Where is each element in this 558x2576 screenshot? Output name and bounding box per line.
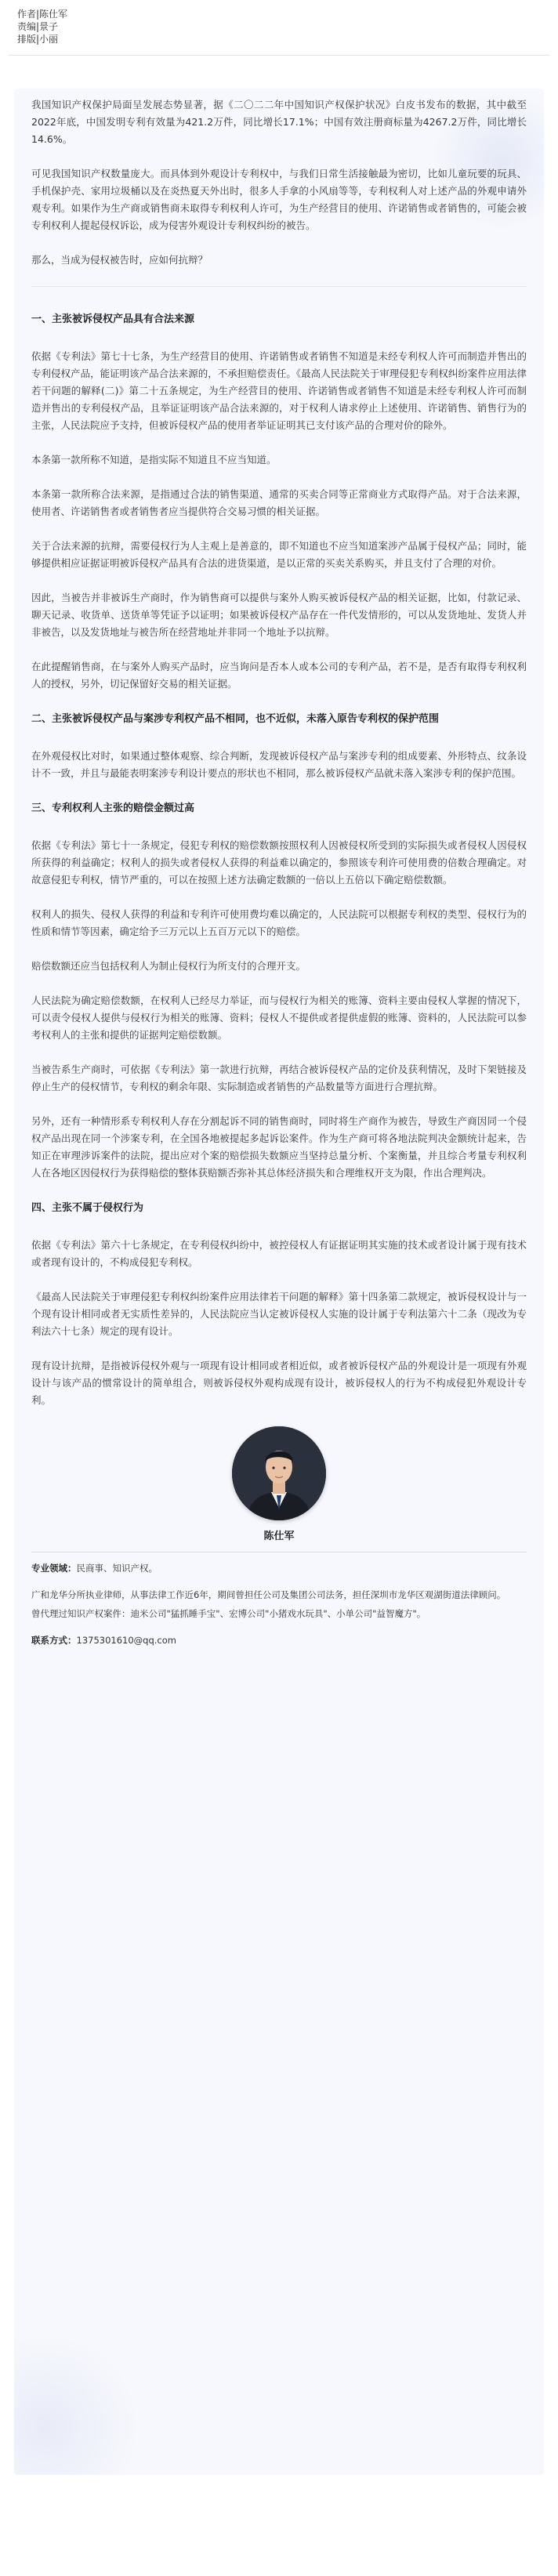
profile-bio: 广和龙华分所执业律师，从事法律工作近6年，期间曾担任公司及集团公司法务，担任深圳市龙华区观湖街道法律顾问。 [31,1589,506,1600]
intro-question: 那么，当成为侵权被告时，应如何抗辩？ [31,254,208,266]
section-paragraph: 当被告系生产商时，可依据《专利法》第一款进行抗辩，再结合被诉侵权产品的定价及获利情况，及时下架链接及停止生产的侵权情节，专利权的剩余年限、实际制造或者销售的产品数量等方面进行合理抗辩。 [31,1063,527,1092]
portrait-icon [232,1426,326,1520]
article-meta [0,0,558,45]
section-heading: 三、专利权利人主张的赔偿金额过高 [31,803,195,814]
section-paragraph: 依据《专利法》第七十七条，为生产经营目的使用、许诺销售或者销售不知道是未经专利权人许可而制造并售出的专利侵权产品，能证明该产品合法来源的，不承担赔偿责任。《最高人民法院关于审理侵犯专利权纠纷案件应用法律若干问题的解释(二)》第二十五条规定，为生产经营目的使用、许诺销售或者销售不知道是未经专利权人许可而制造并售出的专利侵权产品，且举证证明该产品合法来源的，对于权利人请求停止上述使用、许诺销售、销售行为的主张，人民法院应予支持，但被诉侵权产品的使用者举证证明其已支付该产品的合理对价的除外。 [31,350,527,431]
profile-field-value: 民商事、知识产权。 [76,1563,158,1574]
section-paragraph: 赔偿数额还应当包括权利人为制止侵权行为所支付的合理开支。 [31,960,306,972]
profile-bio: 曾代理过知识产权案件：迪米公司"猛抓睡手宝"、宏博公司"小猪戏水玩具"、小单公司"益智魔方"。 [31,1608,426,1619]
section-paragraph: 权利人的损失、侵权人获得的利益和专利许可使用费均难以确定的，人民法院可以根据专利权的类型、侵权行为的性质和情节等因素，确定给予三万元以上五百万元以下的赔偿。 [31,908,527,937]
section-paragraph: 因此，当被告并非被诉生产商时，作为销售商可以提供与案外人购买被诉侵权产品的相关证据，比如，付款记录、聊天记录、收货单、送货单等凭证予以证明；如果被诉侵权产品存在一件代发情形的，可以从发货地址、发货人并非被告，以及发货地址与被告所在经营地址并非同一个地址予以抗辩。 [31,592,527,638]
profile-contact [31,1632,527,1648]
section-paragraph: 本条第一款所称合法来源，是指通过合法的销售渠道、通常的买卖合同等正常商业方式取得产品。对于合法来源，使用者、许诺销售者或者销售者应当提供符合交易习惯的相关证据。 [31,488,527,517]
profile-field-label: 专业领域： [31,1563,77,1574]
meta-layout: 排版|小丽 [17,34,59,45]
profile-contact-label: 联系方式： [31,1635,77,1646]
intro-paragraph: 我国知识产权保护局面呈发展态势显著，据《二〇二二年中国知识产权保护状况》白皮书发布的数据，其中截至2022年底，中国发明专利有效量为421.2万件，同比增长17.1%；中国有效注册商标量为4267.2万件，同比增长14.6%。 [31,99,527,145]
section-paragraph: 《最高人民法院关于审理侵犯专利权纠纷案件应用法律若干问题的解释》第十四条第二款规定，被诉侵权设计与一个现有设计相同或者无实质性差异的，人民法院应当认定被诉侵权人实施的设计属于专利法第六十二条（现改为专利法六十七条）规定的现有设计。 [31,1291,527,1337]
section-paragraph: 关于合法来源的抗辩，需要侵权行为人主观上是善意的，即不知道也不应当知道案涉产品属于侵权产品；同时，能够提供相应证据证明被诉侵权产品具有合法的进货渠道，是以正常的买卖关系购买，并且支付了合理的对价。 [31,540,527,569]
section-divider [31,286,527,287]
section-paragraph: 人民法院为确定赔偿数额，在权利人已经尽力举证，而与侵权行为相关的账簿、资料主要由侵权人掌握的情况下，可以责令侵权人提供与侵权行为相关的账簿、资料；侵权人不提供或者提供虚假的账簿、资料的，人民法院可以参考权利人的主张和提供的证据判定赔偿数额。 [31,995,527,1041]
meta-author: 作者|陈仕军 [17,9,68,20]
section-paragraph: 依据《专利法》第六十七条规定，在专利侵权纠纷中，被控侵权人有证据证明其实施的技术或者设计属于现有技术或者现有设计的，不构成侵犯专利权。 [31,1239,527,1268]
section-paragraph: 依据《专利法》第七十一条规定，侵犯专利权的赔偿数额按照权利人因被侵权所受到的实际损失或者侵权人因侵权所获得的利益确定；权利人的损失或者侵权人获得的利益难以确定的，参照该专利许可使用费的倍数合理确定。对故意侵犯专利权，情节严重的，可以在按照上述方法确定数额的一倍以上五倍以下确定赔偿数额。 [31,839,527,886]
section-heading: 四、主张不属于侵权行为 [31,1202,144,1214]
intro-paragraph: 可见我国知识产权数量庞大。而具体到外观设计专利权中，与我们日常生活接触最为密切，比如儿童玩要的玩具、手机保护壳、家用垃圾桶以及在炎热夏天外出时，很多人手拿的小风扇等等，专利权利人对上述产品的外观申请外观专利。如果作为生产商或销售商未取得专利权利人许可，为生产经营目的使用、许诺销售或者销售的，可能会被专利权利人提起侵权诉讼，成为侵害外观设计专利权纠纷的被告。 [31,168,527,231]
section-paragraph: 在此提醒销售商，在与案外人购买产品时，应当询问是否本人或本公司的专利产品，若不是，是否有取得专利权利人的授权，另外，切记保留好交易的相关证据。 [31,661,527,690]
meta-divider [8,55,550,56]
section-paragraph: 现有设计抗辩，是指被诉侵权外观与一项现有设计相同或者相近似，或者被诉侵权产品的外观设计是一项现有外观设计与该产品的惯常设计的简单组合，则被诉侵权外观构成现有设计，被诉侵权人的行为不构成侵犯外观设计专利。 [31,1360,527,1406]
profile-name: 陈仕军 [263,1531,295,1542]
profile-field [31,1560,527,1576]
section-paragraph: 本条第一款所称不知道，是指实际不知道且不应当知道。 [31,454,277,466]
section-paragraph: 在外观侵权比对时，如果通过整体观察、综合判断，发现被诉侵权产品与案涉专利的组成要素、外形特点、纹条设计不一致，并且与最能表明案涉专利设计要点的形状也不相同，那么被诉侵权产品就未落入案涉专利的保护范围。 [31,750,527,779]
article-card [14,89,544,2475]
section-paragraph: 另外，还有一种情形系专利权利人存在分割起诉不同的销售商时，同时将生产商作为被告，导致生产商因同一个侵权产品出现在同一个涉案专利，在全国各地被提起多起诉讼案件。作为生产商可将各地法院判决金额统计起来，告知正在审理涉诉案件的法院，提出应对个案的赔偿损失数额应当坚持总量分析、个案衡量，并且综合考量专利权利人在各地区因侵权行为获得赔偿的整体获赔额否弥补其总体经济损失和合理维权开支为限，作出合理判决。 [31,1115,527,1179]
profile-contact-email[interactable]: 1375301610@qq.com [76,1635,176,1646]
meta-editor: 责编|景子 [17,21,59,32]
avatar [232,1426,326,1520]
author-profile [31,1426,527,1648]
section-heading: 二、主张被诉侵权产品与案涉专利权产品不相同，也不近似，未落入原告专利权的保护范围 [31,713,440,725]
section-heading: 一、主张被诉侵权产品具有合法来源 [31,313,195,325]
